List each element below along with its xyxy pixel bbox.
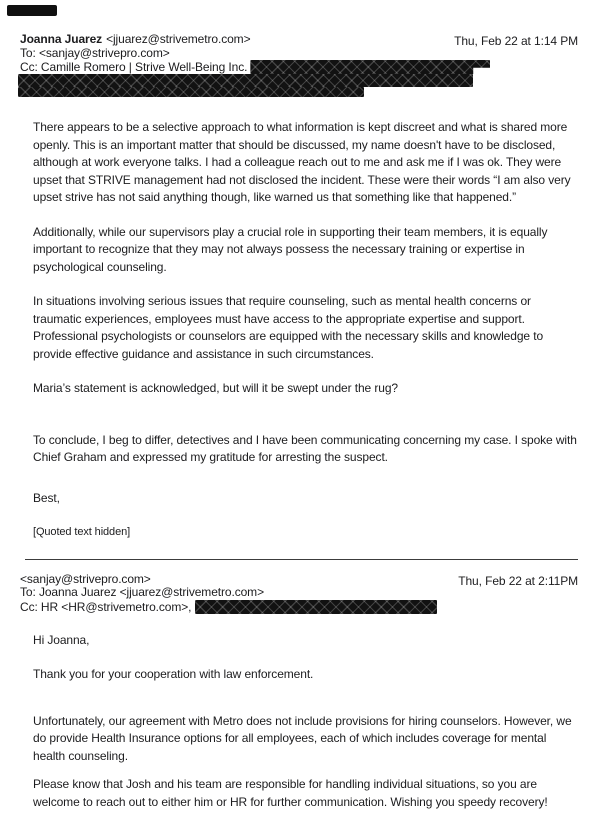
to-line: To: Joanna Juarez <jjuarez@strivemetro.com> bbox=[20, 585, 264, 599]
cc-redaction-bar-3 bbox=[18, 87, 364, 97]
thread-divider bbox=[25, 559, 578, 560]
email-1-body bbox=[33, 119, 578, 542]
paragraph: Additionally, while our supervisors play a crucial role in supporting their team members, it is equally important to recognize that they may not always possess the necessary training or expertise in psychological counseling. bbox=[33, 224, 548, 274]
cc-redaction-bar-1 bbox=[250, 60, 490, 74]
email-1-header bbox=[20, 33, 578, 97]
cc-redaction-bar-2 bbox=[18, 74, 473, 87]
sender-email: <jjuarez@strivemetro.com> bbox=[106, 32, 251, 46]
greeting: Hi Joanna, bbox=[33, 632, 90, 647]
sender-line: <sanjay@strivepro.com> bbox=[20, 571, 151, 586]
paragraph: Please know that Josh and his team are responsible for handling individual situations, so you are welcome to reach out to either him or HR for further communication. Wishing you speedy recovery! bbox=[33, 777, 548, 809]
signoff: Best, bbox=[33, 490, 60, 505]
paragraph: To conclude, I beg to differ, detectives and I have been communicating concerning my case. I spoke with Chief Graham and expressed my gratitude for arresting the suspect. bbox=[33, 432, 577, 464]
email-2-body bbox=[33, 632, 578, 812]
paragraph: Maria’s statement is acknowledged, but will it be swept under the rug? bbox=[33, 381, 398, 395]
quoted-text-hidden: [Quoted text hidden] bbox=[33, 526, 131, 538]
paragraph: There appears to be a selective approach to what information is kept discreet and what is shared more openly. This is an important matter that should be discussed, my name doesn't have to be disclosed, although at work everyone talks. I had a colleague reach out to me and ask me if I was ok. They were upset that STRIVE management had not disclosed the incident. These were their words “I am also very upset strive has not said anything though, like warned us that something like that happened.” bbox=[33, 120, 571, 204]
email-1 bbox=[20, 33, 578, 542]
thread-content bbox=[20, 33, 578, 828]
email-2 bbox=[20, 573, 578, 812]
sender-name: Joanna Juarez bbox=[20, 32, 103, 46]
email-1-timestamp: Thu, Feb 22 at 1:14 PM bbox=[454, 34, 578, 48]
email-2-header bbox=[20, 573, 578, 614]
to-line: To: <sanjay@strivepro.com> bbox=[20, 45, 170, 60]
paragraph: Thank you for your cooperation with law enforcement. bbox=[33, 667, 314, 681]
cc-redaction-bar bbox=[195, 600, 437, 614]
email-2-timestamp: Thu, Feb 22 at 2:11PM bbox=[458, 573, 578, 588]
cc-line bbox=[20, 600, 578, 614]
paragraph: Unfortunately, our agreement with Metro does not include provisions for hiring counselors. However, we do provide Health Insurance options for all employees, each of which includes coverage for mental health counseling. bbox=[33, 713, 572, 763]
redacted-subject-bar bbox=[7, 5, 57, 16]
cc-text: Cc: HR <HR@strivemetro.com>, bbox=[20, 599, 192, 614]
paragraph: In situations involving serious issues that require counseling, such as mental health concerns or traumatic experiences, employees must have access to the appropriate expertise and support. Professional psychologists or counselors are equipped with the necessary skills and knowledge to provide effective guidance and assistance in such circumstances. bbox=[33, 294, 544, 361]
cc-text: Cc: Camille Romero | Strive Well-Being Inc. bbox=[20, 60, 248, 74]
cc-line bbox=[20, 60, 578, 74]
